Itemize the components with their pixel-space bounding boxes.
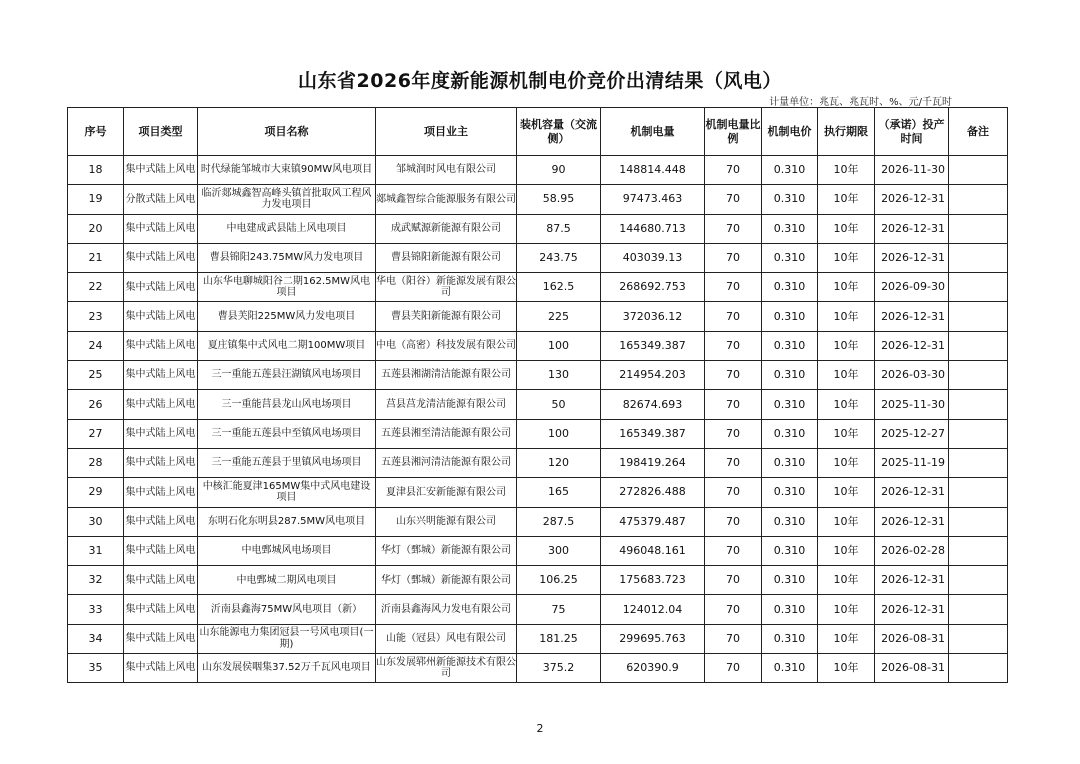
cell-capacity: 100 — [517, 331, 601, 360]
cell-energy: 620390.9 — [601, 654, 705, 683]
cell-period: 10年 — [818, 214, 875, 243]
cell-seq: 18 — [68, 156, 124, 185]
cell-name: 中电鄄城二期风电项目 — [198, 566, 376, 595]
cell-remark — [949, 156, 1008, 185]
table-row — [68, 536, 1008, 565]
cell-period: 10年 — [818, 478, 875, 507]
cell-energy: 124012.04 — [601, 595, 705, 624]
cell-name: 东明石化东明县287.5MW风电项目 — [198, 507, 376, 536]
cell-price: 0.310 — [762, 361, 818, 390]
table-row — [68, 507, 1008, 536]
cell-ratio: 70 — [705, 478, 762, 507]
table-row — [68, 390, 1008, 419]
cell-capacity: 90 — [517, 156, 601, 185]
cell-commission: 2026-08-31 — [875, 654, 949, 683]
document-title: 山东省2026年度新能源机制电价竞价出清结果（风电） — [298, 70, 782, 92]
cell-remark — [949, 273, 1008, 302]
cell-capacity: 120 — [517, 448, 601, 477]
cell-period: 10年 — [818, 595, 875, 624]
unit-note: 计量单位：兆瓦、兆瓦时、%、元/千瓦时 — [769, 97, 952, 108]
cell-capacity: 106.25 — [517, 566, 601, 595]
table-row — [68, 478, 1008, 507]
cell-commission: 2026-12-31 — [875, 214, 949, 243]
cell-owner: 华灯（鄄城）新能源有限公司 — [376, 536, 517, 565]
cell-ratio: 70 — [705, 448, 762, 477]
cell-period: 10年 — [818, 536, 875, 565]
cell-seq: 19 — [68, 185, 124, 214]
col-header-ratio: 机制电量比例 — [705, 108, 762, 156]
cell-ratio: 70 — [705, 654, 762, 683]
cell-owner: 五莲县湘河清洁能源有限公司 — [376, 448, 517, 477]
cell-remark — [949, 507, 1008, 536]
cell-seq: 20 — [68, 214, 124, 243]
cell-ratio: 70 — [705, 185, 762, 214]
table-row — [68, 654, 1008, 683]
cell-price: 0.310 — [762, 595, 818, 624]
cell-type: 集中式陆上风电 — [124, 331, 198, 360]
cell-name: 曹县芙阳225MW风力发电项目 — [198, 302, 376, 331]
table-row — [68, 156, 1008, 185]
cell-price: 0.310 — [762, 302, 818, 331]
cell-remark — [949, 361, 1008, 390]
cell-capacity: 75 — [517, 595, 601, 624]
cell-name: 临沂郯城鑫智高峰头镇首批取风工程风力发电项目 — [198, 185, 376, 214]
cell-commission: 2025-12-27 — [875, 419, 949, 448]
cell-energy: 403039.13 — [601, 243, 705, 272]
col-header-capacity: 装机容量（交流侧） — [517, 108, 601, 156]
cell-capacity: 100 — [517, 419, 601, 448]
cell-remark — [949, 478, 1008, 507]
cell-seq: 35 — [68, 654, 124, 683]
cell-commission: 2026-12-31 — [875, 185, 949, 214]
cell-seq: 22 — [68, 273, 124, 302]
cell-seq: 30 — [68, 507, 124, 536]
cell-capacity: 287.5 — [517, 507, 601, 536]
cell-ratio: 70 — [705, 624, 762, 653]
cell-period: 10年 — [818, 302, 875, 331]
cell-owner: 曹县锦阳新能源有限公司 — [376, 243, 517, 272]
cell-remark — [949, 654, 1008, 683]
cell-ratio: 70 — [705, 302, 762, 331]
col-header-name: 项目名称 — [198, 108, 376, 156]
cell-remark — [949, 624, 1008, 653]
cell-name: 曹县锦阳243.75MW风力发电项目 — [198, 243, 376, 272]
cell-commission: 2026-11-30 — [875, 156, 949, 185]
cell-period: 10年 — [818, 390, 875, 419]
cell-seq: 27 — [68, 419, 124, 448]
cell-seq: 23 — [68, 302, 124, 331]
cell-commission: 2026-12-31 — [875, 302, 949, 331]
cell-period: 10年 — [818, 273, 875, 302]
cell-period: 10年 — [818, 507, 875, 536]
cell-ratio: 70 — [705, 273, 762, 302]
table-row — [68, 302, 1008, 331]
cell-commission: 2025-11-30 — [875, 390, 949, 419]
cell-energy: 198419.264 — [601, 448, 705, 477]
cell-ratio: 70 — [705, 419, 762, 448]
cell-price: 0.310 — [762, 273, 818, 302]
cell-commission: 2026-03-30 — [875, 361, 949, 390]
cell-type: 集中式陆上风电 — [124, 595, 198, 624]
cell-price: 0.310 — [762, 624, 818, 653]
cell-ratio: 70 — [705, 331, 762, 360]
cell-period: 10年 — [818, 156, 875, 185]
cell-capacity: 375.2 — [517, 654, 601, 683]
col-header-type: 项目类型 — [124, 108, 198, 156]
col-header-commission: （承诺）投产时间 — [875, 108, 949, 156]
table-row — [68, 214, 1008, 243]
table-row — [68, 624, 1008, 653]
cell-name: 三一重能五莲县汪湖镇风电场项目 — [198, 361, 376, 390]
table-row — [68, 331, 1008, 360]
cell-ratio: 70 — [705, 536, 762, 565]
cell-name: 三一重能莒县龙山风电场项目 — [198, 390, 376, 419]
cell-owner: 山东兴明能源有限公司 — [376, 507, 517, 536]
cell-commission: 2026-12-31 — [875, 566, 949, 595]
table-row — [68, 566, 1008, 595]
table-row — [68, 185, 1008, 214]
cell-owner: 华电（阳谷）新能源发展有限公司 — [376, 273, 517, 302]
cell-name: 夏庄镇集中式风电二期100MW项目 — [198, 331, 376, 360]
cell-remark — [949, 214, 1008, 243]
table-row — [68, 361, 1008, 390]
cell-type: 集中式陆上风电 — [124, 390, 198, 419]
cell-seq: 25 — [68, 361, 124, 390]
cell-energy: 372036.12 — [601, 302, 705, 331]
cell-price: 0.310 — [762, 390, 818, 419]
cell-owner: 邹城润时风电有限公司 — [376, 156, 517, 185]
cell-type: 分散式陆上风电 — [124, 185, 198, 214]
cell-energy: 214954.203 — [601, 361, 705, 390]
cell-owner: 山东发展郓州新能源技术有限公司 — [376, 654, 517, 683]
cell-price: 0.310 — [762, 243, 818, 272]
cell-ratio: 70 — [705, 507, 762, 536]
cell-energy: 299695.763 — [601, 624, 705, 653]
cell-period: 10年 — [818, 654, 875, 683]
cell-capacity: 87.5 — [517, 214, 601, 243]
cell-type: 集中式陆上风电 — [124, 536, 198, 565]
cell-seq: 26 — [68, 390, 124, 419]
cell-ratio: 70 — [705, 214, 762, 243]
cell-seq: 21 — [68, 243, 124, 272]
cell-price: 0.310 — [762, 536, 818, 565]
cell-price: 0.310 — [762, 214, 818, 243]
cell-capacity: 225 — [517, 302, 601, 331]
cell-price: 0.310 — [762, 419, 818, 448]
cell-type: 集中式陆上风电 — [124, 624, 198, 653]
cell-owner: 沂南县鑫海风力发电有限公司 — [376, 595, 517, 624]
cell-owner: 山能（冠县）风电有限公司 — [376, 624, 517, 653]
cell-period: 10年 — [818, 331, 875, 360]
cell-commission: 2026-09-30 — [875, 273, 949, 302]
cell-commission: 2026-12-31 — [875, 595, 949, 624]
cell-capacity: 162.5 — [517, 273, 601, 302]
cell-period: 10年 — [818, 419, 875, 448]
cell-remark — [949, 185, 1008, 214]
cell-commission: 2026-12-31 — [875, 243, 949, 272]
cell-remark — [949, 448, 1008, 477]
cell-capacity: 58.95 — [517, 185, 601, 214]
cell-remark — [949, 595, 1008, 624]
page-number: 2 — [536, 722, 544, 735]
cell-energy: 148814.448 — [601, 156, 705, 185]
cell-seq: 28 — [68, 448, 124, 477]
cell-period: 10年 — [818, 624, 875, 653]
cell-type: 集中式陆上风电 — [124, 156, 198, 185]
cell-price: 0.310 — [762, 507, 818, 536]
results-table — [67, 107, 1008, 683]
cell-name: 中电鄄城风电场项目 — [198, 536, 376, 565]
cell-type: 集中式陆上风电 — [124, 507, 198, 536]
cell-seq: 32 — [68, 566, 124, 595]
cell-energy: 272826.488 — [601, 478, 705, 507]
cell-price: 0.310 — [762, 185, 818, 214]
table-row — [68, 273, 1008, 302]
cell-energy: 165349.387 — [601, 419, 705, 448]
table-row — [68, 419, 1008, 448]
cell-energy: 475379.487 — [601, 507, 705, 536]
col-header-period: 执行期限 — [818, 108, 875, 156]
cell-commission: 2026-12-31 — [875, 507, 949, 536]
cell-ratio: 70 — [705, 361, 762, 390]
cell-name: 沂南县鑫海75MW风电项目（新） — [198, 595, 376, 624]
cell-period: 10年 — [818, 566, 875, 595]
cell-capacity: 165 — [517, 478, 601, 507]
cell-ratio: 70 — [705, 390, 762, 419]
col-header-remark: 备注 — [949, 108, 1008, 156]
cell-seq: 33 — [68, 595, 124, 624]
table-row — [68, 243, 1008, 272]
cell-remark — [949, 390, 1008, 419]
cell-type: 集中式陆上风电 — [124, 419, 198, 448]
cell-owner: 成武赋源新能源有限公司 — [376, 214, 517, 243]
cell-energy: 175683.723 — [601, 566, 705, 595]
cell-price: 0.310 — [762, 331, 818, 360]
cell-type: 集中式陆上风电 — [124, 214, 198, 243]
cell-energy: 165349.387 — [601, 331, 705, 360]
col-header-seq: 序号 — [68, 108, 124, 156]
cell-seq: 31 — [68, 536, 124, 565]
cell-commission: 2026-08-31 — [875, 624, 949, 653]
cell-commission: 2026-12-31 — [875, 331, 949, 360]
cell-type: 集中式陆上风电 — [124, 361, 198, 390]
cell-name: 中电建成武县陆上风电项目 — [198, 214, 376, 243]
cell-owner: 五莲县湘至清洁能源有限公司 — [376, 419, 517, 448]
col-header-energy: 机制电量 — [601, 108, 705, 156]
cell-name: 三一重能五莲县于里镇风电场项目 — [198, 448, 376, 477]
cell-capacity: 300 — [517, 536, 601, 565]
cell-type: 集中式陆上风电 — [124, 448, 198, 477]
cell-owner: 莒县莒龙清洁能源有限公司 — [376, 390, 517, 419]
table-row — [68, 448, 1008, 477]
cell-capacity: 243.75 — [517, 243, 601, 272]
cell-period: 10年 — [818, 361, 875, 390]
cell-type: 集中式陆上风电 — [124, 654, 198, 683]
cell-name: 山东华电聊城阳谷二期162.5MW风电项目 — [198, 273, 376, 302]
cell-ratio: 70 — [705, 566, 762, 595]
table-row — [68, 595, 1008, 624]
cell-name: 中核汇能夏津165MW集中式风电建设项目 — [198, 478, 376, 507]
cell-type: 集中式陆上风电 — [124, 302, 198, 331]
cell-name: 时代绿能邹城市大束镇90MW风电项目 — [198, 156, 376, 185]
cell-owner: 夏津县汇安新能源有限公司 — [376, 478, 517, 507]
cell-remark — [949, 331, 1008, 360]
col-header-owner: 项目业主 — [376, 108, 517, 156]
cell-seq: 29 — [68, 478, 124, 507]
cell-remark — [949, 419, 1008, 448]
cell-type: 集中式陆上风电 — [124, 566, 198, 595]
cell-period: 10年 — [818, 185, 875, 214]
cell-ratio: 70 — [705, 595, 762, 624]
cell-remark — [949, 302, 1008, 331]
cell-price: 0.310 — [762, 566, 818, 595]
cell-name: 三一重能五莲县中至镇风电场项目 — [198, 419, 376, 448]
cell-type: 集中式陆上风电 — [124, 243, 198, 272]
cell-name: 山东能源电力集团冠县一号风电项目(一期) — [198, 624, 376, 653]
cell-remark — [949, 566, 1008, 595]
cell-energy: 268692.753 — [601, 273, 705, 302]
cell-owner: 郯城鑫智综合能源服务有限公司 — [376, 185, 517, 214]
table-body — [68, 156, 1008, 683]
cell-energy: 496048.161 — [601, 536, 705, 565]
col-header-price: 机制电价 — [762, 108, 818, 156]
cell-price: 0.310 — [762, 156, 818, 185]
cell-energy: 82674.693 — [601, 390, 705, 419]
cell-owner: 五莲县湘湖清洁能源有限公司 — [376, 361, 517, 390]
cell-price: 0.310 — [762, 478, 818, 507]
cell-ratio: 70 — [705, 243, 762, 272]
cell-owner: 曹县芙阳新能源有限公司 — [376, 302, 517, 331]
cell-remark — [949, 243, 1008, 272]
cell-commission: 2026-02-28 — [875, 536, 949, 565]
cell-period: 10年 — [818, 243, 875, 272]
cell-owner: 华灯（鄄城）新能源有限公司 — [376, 566, 517, 595]
cell-type: 集中式陆上风电 — [124, 273, 198, 302]
cell-energy: 144680.713 — [601, 214, 705, 243]
cell-energy: 97473.463 — [601, 185, 705, 214]
cell-seq: 34 — [68, 624, 124, 653]
cell-commission: 2026-12-31 — [875, 478, 949, 507]
cell-capacity: 130 — [517, 361, 601, 390]
cell-capacity: 50 — [517, 390, 601, 419]
cell-owner: 中电（高密）科技发展有限公司 — [376, 331, 517, 360]
cell-price: 0.310 — [762, 448, 818, 477]
cell-name: 山东发展侯咽集37.52万千瓦风电项目 — [198, 654, 376, 683]
cell-commission: 2025-11-19 — [875, 448, 949, 477]
cell-period: 10年 — [818, 448, 875, 477]
cell-type: 集中式陆上风电 — [124, 478, 198, 507]
cell-price: 0.310 — [762, 654, 818, 683]
cell-capacity: 181.25 — [517, 624, 601, 653]
header-row — [68, 108, 1008, 156]
cell-ratio: 70 — [705, 156, 762, 185]
cell-seq: 24 — [68, 331, 124, 360]
cell-remark — [949, 536, 1008, 565]
